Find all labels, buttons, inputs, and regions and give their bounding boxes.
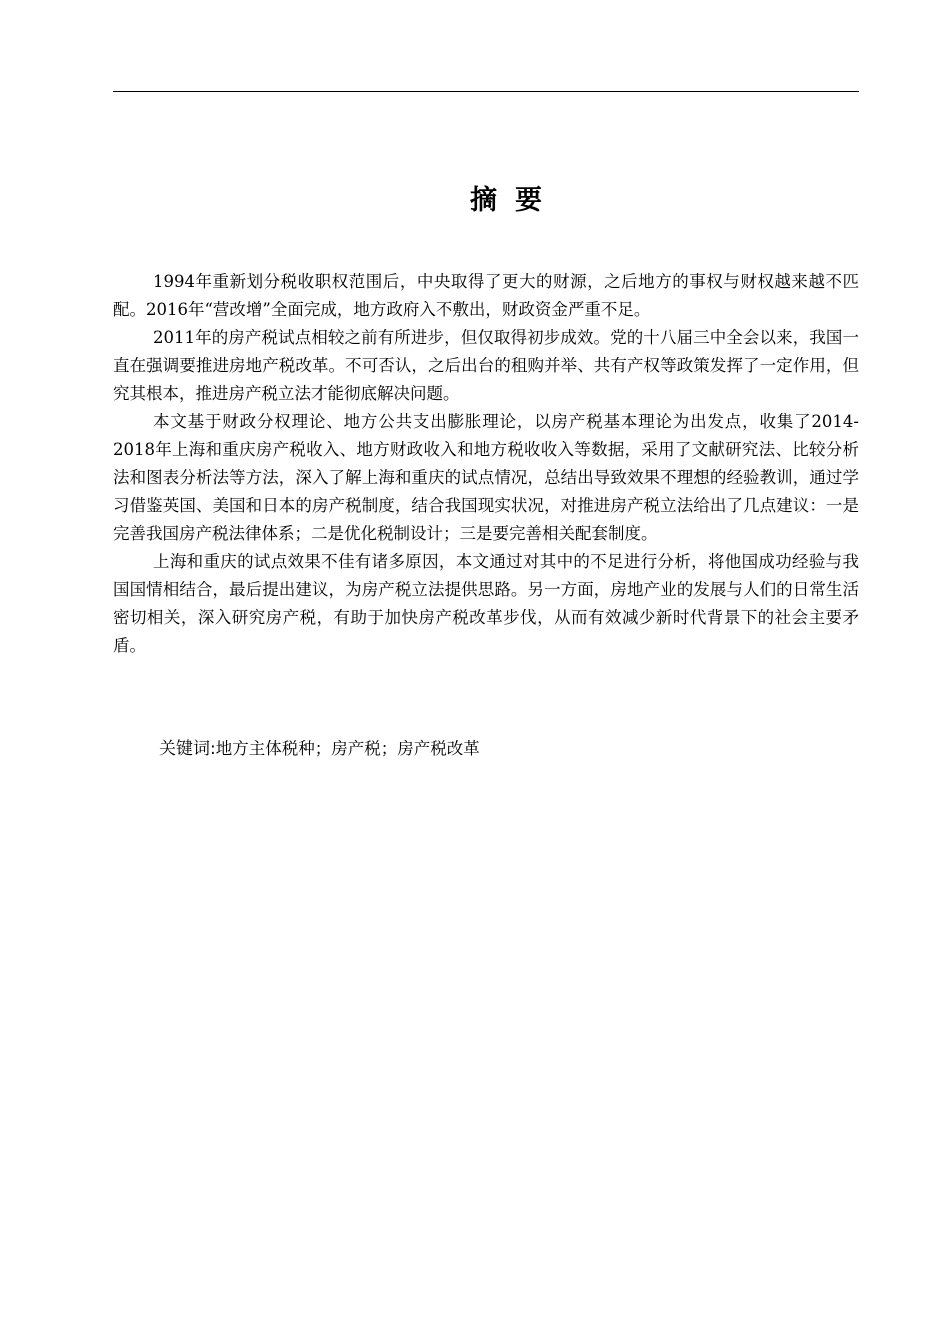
header-rule	[113, 91, 859, 92]
keywords-text: 地方主体税种；房产税；房产税改革	[215, 739, 480, 758]
abstract-paragraph: 本文基于财政分权理论、地方公共支出膨胀理论，以房产税基本理论为出发点，收集了2014-2018年上海和重庆房产税收入、地方财政收入和地方税收收入等数据，采用了文献研究法、比较分析法和图表分析法等方法，深入了解上海和重庆的试点情况，总结出导致效果不理想的经验教训，通过学习借鉴英国、美国和日本的房产税制度，结合我国现实状况，对推进房产税立法给出了几点建议：一是完善我国房产税法律体系；二是优化税制设计；三是要完善相关配套制度。	[113, 412, 859, 543]
abstract-title: 摘要	[470, 185, 560, 216]
abstract-paragraph: 1994年重新划分税收职权范围后，中央取得了更大的财源，之后地方的事权与财权越来越不匹配。2016年“营改增”全面完成，地方政府入不敷出，财政资金严重不足。	[113, 272, 859, 319]
abstract-paragraph: 2011年的房产税试点相较之前有所进步，但仅取得初步成效。党的十八届三中全会以来，我国一直在强调要推进房地产税改革。不可否认，之后出台的租购并举、共有产权等政策发挥了一定作用，但究其根本，推进房产税立法才能彻底解决问题。	[113, 328, 859, 403]
keywords-label: 关键词:	[159, 739, 216, 759]
abstract-paragraph: 上海和重庆的试点效果不佳有诸多原因，本文通过对其中的不足进行分析，将他国成功经验与我国国情相结合，最后提出建议，为房产税立法提供思路。另一方面，房地产业的发展与人们的日常生活密切相关，深入研究房产税，有助于加快房产税改革步伐，从而有效减少新时代背景下的社会主要矛盾。	[113, 552, 859, 655]
abstract-body	[113, 268, 859, 660]
keywords-line	[159, 735, 859, 763]
